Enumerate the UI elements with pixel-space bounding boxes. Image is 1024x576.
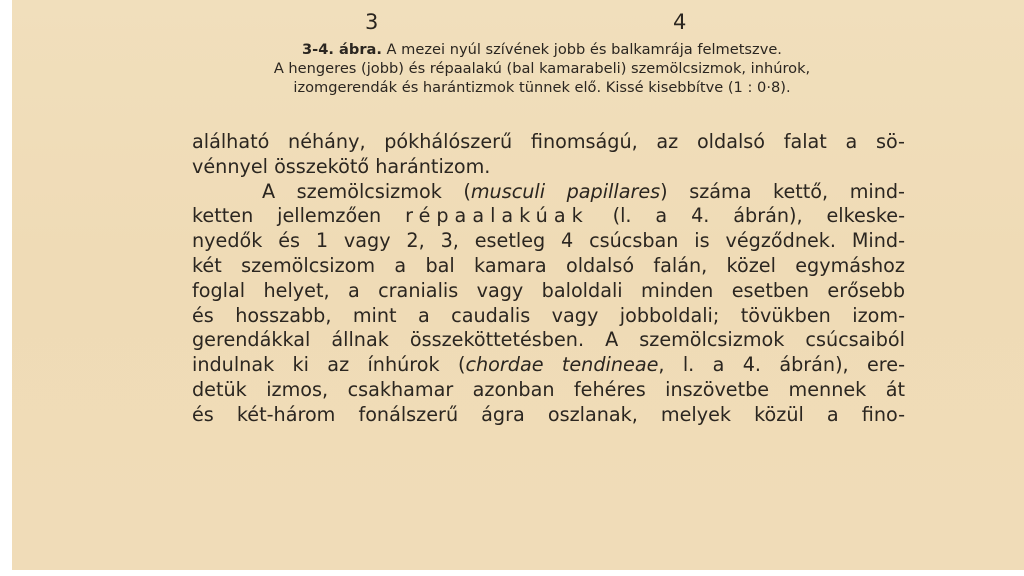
text-line: és hosszabb, mint a caudalis vagy jobboldali; tövükben izom- <box>192 303 905 327</box>
text-line: foglal helyet, a cranialis vagy baloldali minden esetben erősebb <box>192 278 905 302</box>
caption-label: 3-4. ábra. <box>302 41 382 58</box>
text-span: ) száma kettő, mind- <box>660 179 905 203</box>
text-line: detük izmos, csakhamar azonban fehéres inszövetbe mennek át <box>192 377 905 401</box>
text-span: (l. a 4. ábrán), elkeske- <box>588 204 906 228</box>
text-line: két szemölcsizom a bal kamara oldalsó falán, közel egymáshoz <box>192 253 905 277</box>
text-span: A szemölcsizmok ( <box>262 179 471 203</box>
figure-numbers <box>12 10 1024 40</box>
text-line <box>192 204 905 229</box>
body-text <box>192 130 905 428</box>
text-span: ketten jellemzően <box>192 204 406 228</box>
caption-line-3: izomgerendák és harántizmok tünnek elő. Kissé kisebbítve (1 : 0·8). <box>293 79 791 96</box>
book-page <box>12 0 1024 570</box>
text-span: indulnak ki az ínhúrok ( <box>192 353 466 377</box>
text-line: vénnyel összekötő harántizom. <box>192 154 491 178</box>
caption-line-1 <box>192 40 892 59</box>
latin-term: chordae tendineae <box>465 353 659 377</box>
figure-number-3: 3 <box>365 10 379 34</box>
text-line: nyedők és 1 vagy 2, 3, esetleg 4 csúcsban is végződnek. Mind- <box>192 229 905 253</box>
text-line: és két-három fonálszerű ágra oszlanak, melyek közül a fino- <box>192 402 905 426</box>
figure-caption <box>192 40 892 97</box>
figure-number-4: 4 <box>673 10 687 34</box>
caption-line-1-text: A mezei nyúl szívének jobb és balkamrája felmetszve. <box>386 41 782 58</box>
text-line <box>192 180 905 205</box>
text-line <box>192 353 905 378</box>
latin-term: musculi papillares <box>470 179 661 203</box>
text-line: alálható néhány, pókhálószerű finomságú, az oldalsó falat a sö- <box>192 130 905 153</box>
caption-line-2: A hengeres (jobb) és répaalakú (bal kamarabeli) szemölcsizmok, inhúrok, <box>273 60 811 77</box>
spaced-term: répaalakúak <box>405 204 589 228</box>
text-span: , l. a 4. ábrán), ere- <box>658 353 905 377</box>
text-line: gerendákkal állnak összeköttetésben. A szemölcsizmok csúcsaiból <box>192 328 905 352</box>
